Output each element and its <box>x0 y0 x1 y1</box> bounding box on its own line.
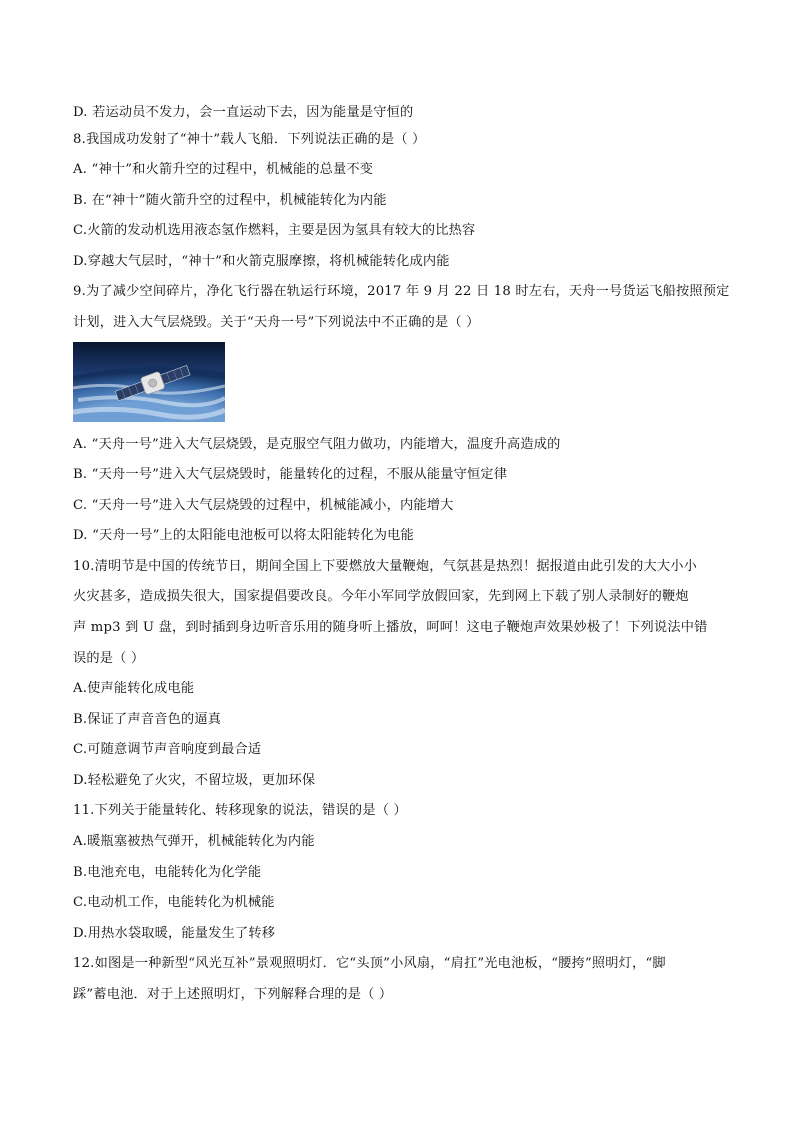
q8-option-b: B. 在“神十”随火箭升空的过程中，机械能转化为内能 <box>73 193 387 208</box>
q7-option-d: D. 若运动员不发力，会一直运动下去，因为能量是守恒的 <box>73 105 414 120</box>
q12-stem-line1: 12.如图是一种新型“风光互补”景观照明灯．它“头顶”小风扇，“肩扛”光电池板，“腰挎”照明灯，“脚 <box>73 956 666 971</box>
q11-stem: 11.下列关于能量转化、转移现象的说法，错误的是（ ） <box>73 803 407 818</box>
q11-option-c: C.电动机工作，电能转化为机械能 <box>73 895 275 910</box>
q8-stem: 8.我国成功发射了“神十”载人飞船．下列说法正确的是（ ） <box>73 132 426 147</box>
q8-option-a: A. “神十”和火箭升空的过程中，机械能的总量不变 <box>73 162 374 177</box>
tianzhou-satellite-image <box>73 342 225 422</box>
q9-option-d: D. “天舟一号”上的太阳能电池板可以将太阳能转化为电能 <box>73 528 414 543</box>
q10-option-b: B.保证了声音音色的逼真 <box>73 712 222 727</box>
q10-stem-line1: 10.清明节是中国的传统节日，期间全国上下要燃放大量鞭炮，气氛甚是热烈！据报道由此引发的大大小小 <box>73 559 698 574</box>
q9-option-c: C. “天舟一号”进入大气层烧毁的过程中，机械能减小，内能增大 <box>73 498 454 513</box>
q9-stem-line1: 9.为了减少空间碎片，净化飞行器在轨运行环境，2017 年 9 月 22 日 18 时左右，天舟一号货运飞船按照预定 <box>73 284 730 299</box>
q12-stem-line2: 踩”蓄电池．对于上述照明灯，下列解释合理的是（ ） <box>73 987 393 1002</box>
q9-option-a: A. “天舟一号”进入大气层烧毁，是克服空气阻力做功，内能增大，温度升高造成的 <box>73 437 561 452</box>
satellite-photo-icon <box>73 342 225 422</box>
q11-option-b: B.电池充电，电能转化为化学能 <box>73 865 262 880</box>
q8-option-d: D.穿越大气层时，“神十”和火箭克服摩擦，将机械能转化成内能 <box>73 254 450 269</box>
q9-option-b: B. “天舟一号”进入大气层烧毁时，能量转化的过程，不服从能量守恒定律 <box>73 467 508 482</box>
q10-stem-line3: 声 mp3 到 U 盘，到时插到身边听音乐用的随身听上播放，呵呵！这电子鞭炮声效果妙极了！下列说法中错 <box>73 620 708 635</box>
q10-option-d: D.轻松避免了火灾，不留垃圾，更加环保 <box>73 773 316 788</box>
q8-option-c: C.火箭的发动机选用液态氢作燃料，主要是因为氢具有较大的比热容 <box>73 223 476 238</box>
q10-stem-line2: 火灾甚多，造成损失很大，国家提倡要改良。今年小军同学放假回家，先到网上下载了别人录制好的鞭炮 <box>73 589 689 604</box>
q11-option-a: A.暖瓶塞被热气弹开，机械能转化为内能 <box>73 834 315 849</box>
q9-stem-line2: 计划，进入大气层烧毁。关于“天舟一号”下列说法中不正确的是（ ） <box>73 315 480 330</box>
q11-option-d: D.用热水袋取暖，能量发生了转移 <box>73 926 276 941</box>
q10-option-a: A.使声能转化成电能 <box>73 681 195 696</box>
q10-option-c: C.可随意调节声音响度到最合适 <box>73 742 262 757</box>
q10-stem-line4: 误的是（ ） <box>73 651 145 666</box>
